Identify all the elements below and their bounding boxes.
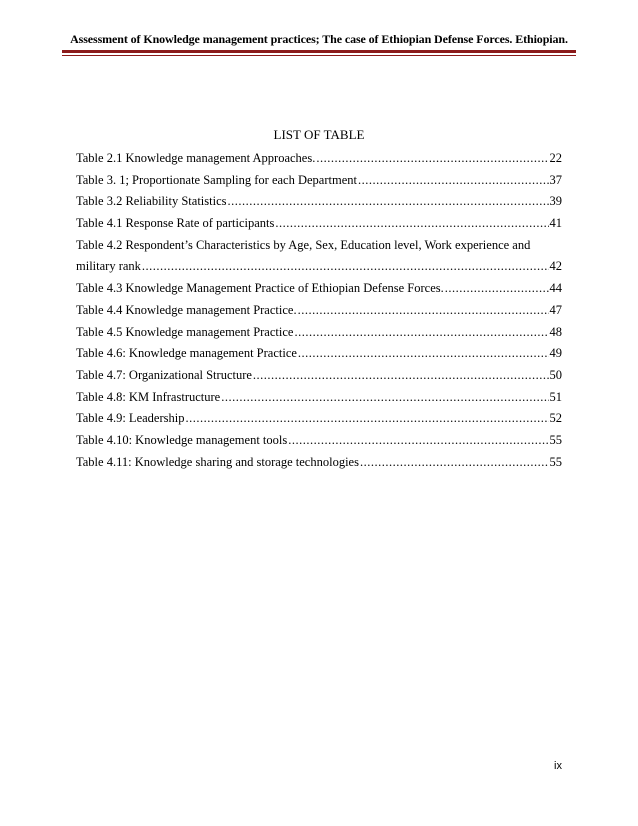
toc-leader-dots xyxy=(228,191,549,213)
toc-entry-label: Table 3. 1; Proportionate Sampling for each Department xyxy=(76,172,357,187)
toc-leader-dots xyxy=(298,300,549,322)
toc-entry[interactable] xyxy=(76,256,562,278)
toc-entry[interactable] xyxy=(76,430,562,452)
toc-leader-dots xyxy=(221,387,548,409)
toc-leader-dots xyxy=(298,343,549,365)
toc-entry-label-line1[interactable]: Table 4.2 Respondent’s Characteristics by Age, Sex, Education level, Work experience and xyxy=(76,237,531,252)
toc-entry-label: Table 4.6: Knowledge management Practice xyxy=(76,346,297,361)
toc-entry-label: Table 4.3 Knowledge Management Practice of Ethiopian Defense Forces. xyxy=(76,281,444,296)
header-rule-thick xyxy=(62,50,576,53)
toc-entry-page: 55 xyxy=(549,432,562,447)
toc-leader-dots xyxy=(316,148,548,170)
list-of-tables-title: LIST OF TABLE xyxy=(273,127,365,142)
toc-entry-page: 41 xyxy=(549,216,562,231)
toc-entry-label: Table 4.7: Organizational Structure xyxy=(76,367,252,382)
toc-leader-dots xyxy=(185,408,548,430)
toc-entry[interactable] xyxy=(76,322,562,344)
toc-entry-page: 47 xyxy=(549,302,562,317)
toc-entry[interactable] xyxy=(76,343,562,365)
table-of-contents xyxy=(76,148,562,473)
toc-entry-label: Table 4.8: KM Infrastructure xyxy=(76,389,221,404)
toc-entry-page: 55 xyxy=(549,454,562,469)
toc-entry-page: 51 xyxy=(549,389,562,404)
toc-entry-page: 37 xyxy=(549,172,562,187)
running-header: Assessment of Knowledge management practices; The case of Ethiopian Defense Forces. Ethiopian. xyxy=(70,32,568,46)
header-rule-thin xyxy=(62,55,576,56)
toc-entry[interactable] xyxy=(76,452,562,474)
toc-entry-label: Table 2.1 Knowledge management Approaches. xyxy=(76,151,316,165)
toc-entry-page: 39 xyxy=(549,194,562,209)
toc-leader-dots xyxy=(294,322,548,344)
toc-entry-label: Table 3.2 Reliability Statistics xyxy=(76,194,227,209)
toc-entry-label: Table 4.10: Knowledge management tools xyxy=(76,432,288,447)
toc-entry-label: Table 4.11: Knowledge sharing and storage technologies xyxy=(76,454,359,469)
toc-entry-page: 50 xyxy=(549,367,562,382)
toc-entry[interactable] xyxy=(76,213,562,235)
toc-entry-page: 42 xyxy=(549,259,562,274)
toc-leader-dots xyxy=(288,430,548,452)
toc-leader-dots xyxy=(445,278,549,300)
toc-entry-page: 44 xyxy=(549,281,562,296)
toc-entry-label: Table 4.1 Response Rate of participants xyxy=(76,216,275,231)
toc-leader-dots xyxy=(253,365,549,387)
toc-entry-label: military rank xyxy=(76,259,141,274)
toc-entry[interactable] xyxy=(76,300,562,322)
toc-entry[interactable] xyxy=(76,170,562,192)
toc-entry[interactable] xyxy=(76,191,562,213)
toc-entry[interactable] xyxy=(76,365,562,387)
toc-entry-label: Table 4.4 Knowledge management Practice. xyxy=(76,302,297,317)
toc-entry[interactable] xyxy=(76,148,562,170)
toc-entry-page: 48 xyxy=(549,324,562,339)
toc-leader-dots xyxy=(142,256,549,278)
toc-entry-page: 49 xyxy=(549,346,562,361)
toc-entry-label: Table 4.9: Leadership xyxy=(76,411,185,426)
toc-entry-page: 22 xyxy=(549,151,562,165)
toc-leader-dots xyxy=(360,452,549,474)
toc-entry-page: 52 xyxy=(549,411,562,426)
toc-entry[interactable] xyxy=(76,408,562,430)
toc-entry[interactable] xyxy=(76,387,562,409)
toc-leader-dots xyxy=(358,170,549,192)
toc-entry[interactable] xyxy=(76,278,562,300)
toc-leader-dots xyxy=(275,213,548,235)
toc-entry-label: Table 4.5 Knowledge management Practice xyxy=(76,324,294,339)
page-number: ix xyxy=(554,760,562,772)
